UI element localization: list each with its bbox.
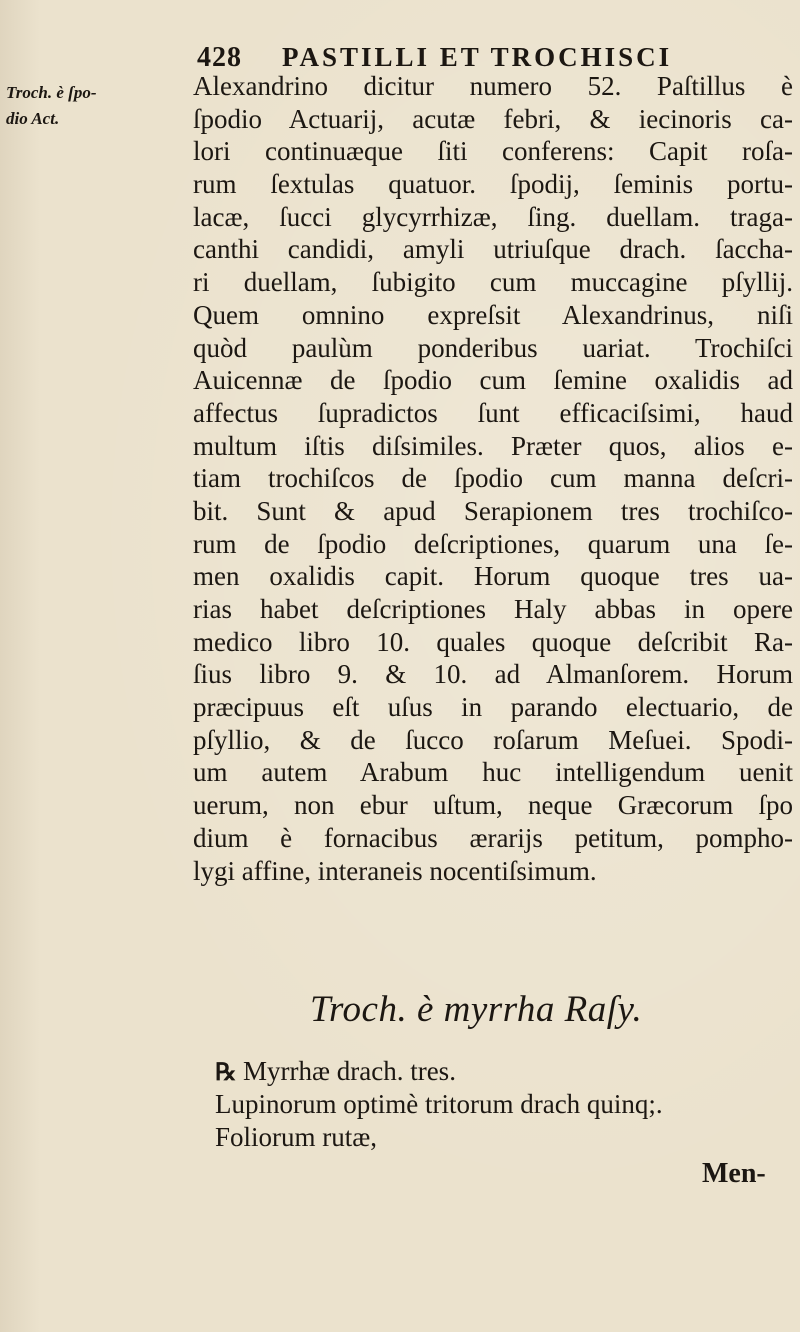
body-line: bit. Sunt & apud Serapionem tres trochiſco- [193,495,793,526]
margin-note-line: Troch. è ſpo- [6,83,97,102]
catchword: Men- [702,1158,766,1189]
section-heading: Troch. è myrrha Raſy. [310,989,643,1030]
running-head [0,34,800,74]
body-line: ſpodio Actuarij, acutæ febri, & iecinoris ca- [193,103,793,134]
recipe-symbol: ℞ [215,1060,237,1086]
body-line: præcipuus eſt uſus in parando electuario, de [193,692,793,723]
body-line: rum ſextulas quatuor. ſpodij, ſeminis portu- [193,169,793,200]
recipe [215,1055,795,1154]
margin-note [6,80,181,132]
body-line: Alexandrino dicitur numero 52. Paſtillus è [193,71,793,101]
body-text [193,70,793,887]
recipe-line-text: Myrrhæ drach. tres. [243,1056,456,1086]
running-head-title: PASTILLI ET TROCHISCI [282,42,673,72]
body-line: canthi candidi, amyli utriuſque drach. ſaccha- [193,234,793,265]
page-number: 428 [197,42,242,73]
body-line: men oxalidis capit. Horum quoque tres ua- [193,561,793,592]
body-line: quòd paulùm ponderibus uariat. Trochiſci [193,332,793,363]
body-line: Auicennæ de ſpodio cum ſemine oxalidis ad [193,365,793,396]
body-line: medico libro 10. quales quoque deſcribit Ra- [193,626,793,657]
body-line: multum iſtis diſsimiles. Præter quos, alios e- [193,430,793,461]
body-line: um autem Arabum huc intelligendum uenit [193,757,793,788]
body-line: affectus ſupradictos ſunt efficaciſsimi, haud [193,397,793,428]
recipe-line [215,1055,795,1088]
recipe-line: Lupinorum optimè tritorum drach quinq;. [215,1089,663,1119]
recipe-line: Foliorum rutæ, [215,1122,378,1152]
body-line: ri duellam, ſubigito cum muccagine pſyllij. [193,267,793,298]
body-line: lygi affine, interaneis nocentiſsimum. [193,855,597,886]
body-line: rias habet deſcriptiones Haly abbas in opere [193,594,793,624]
body-line: Quem omnino expreſsit Alexandrinus, niſi [193,299,793,330]
body-line: tiam trochiſcos de ſpodio cum manna deſcri- [193,463,793,494]
body-line: pſyllio, & de ſucco roſarum Meſuei. Spodi- [193,724,793,755]
body-line: dium è fornacibus ærarijs petitum, pompho- [193,822,793,853]
body-line: ſius libro 9. & 10. ad Almanſorem. Horum [193,659,793,690]
body-line: rum de ſpodio deſcriptiones, quarum una ſe- [193,528,793,559]
body-line: lori continuæque ſiti conferens: Capit roſa- [193,136,793,167]
margin-note-line: dio Act. [6,109,60,128]
body-line: uerum, non ebur uſtum, neque Græcorum ſpo [193,790,793,821]
body-line: lacæ, ſucci glycyrrhizæ, ſing. duellam. traga- [193,201,793,232]
